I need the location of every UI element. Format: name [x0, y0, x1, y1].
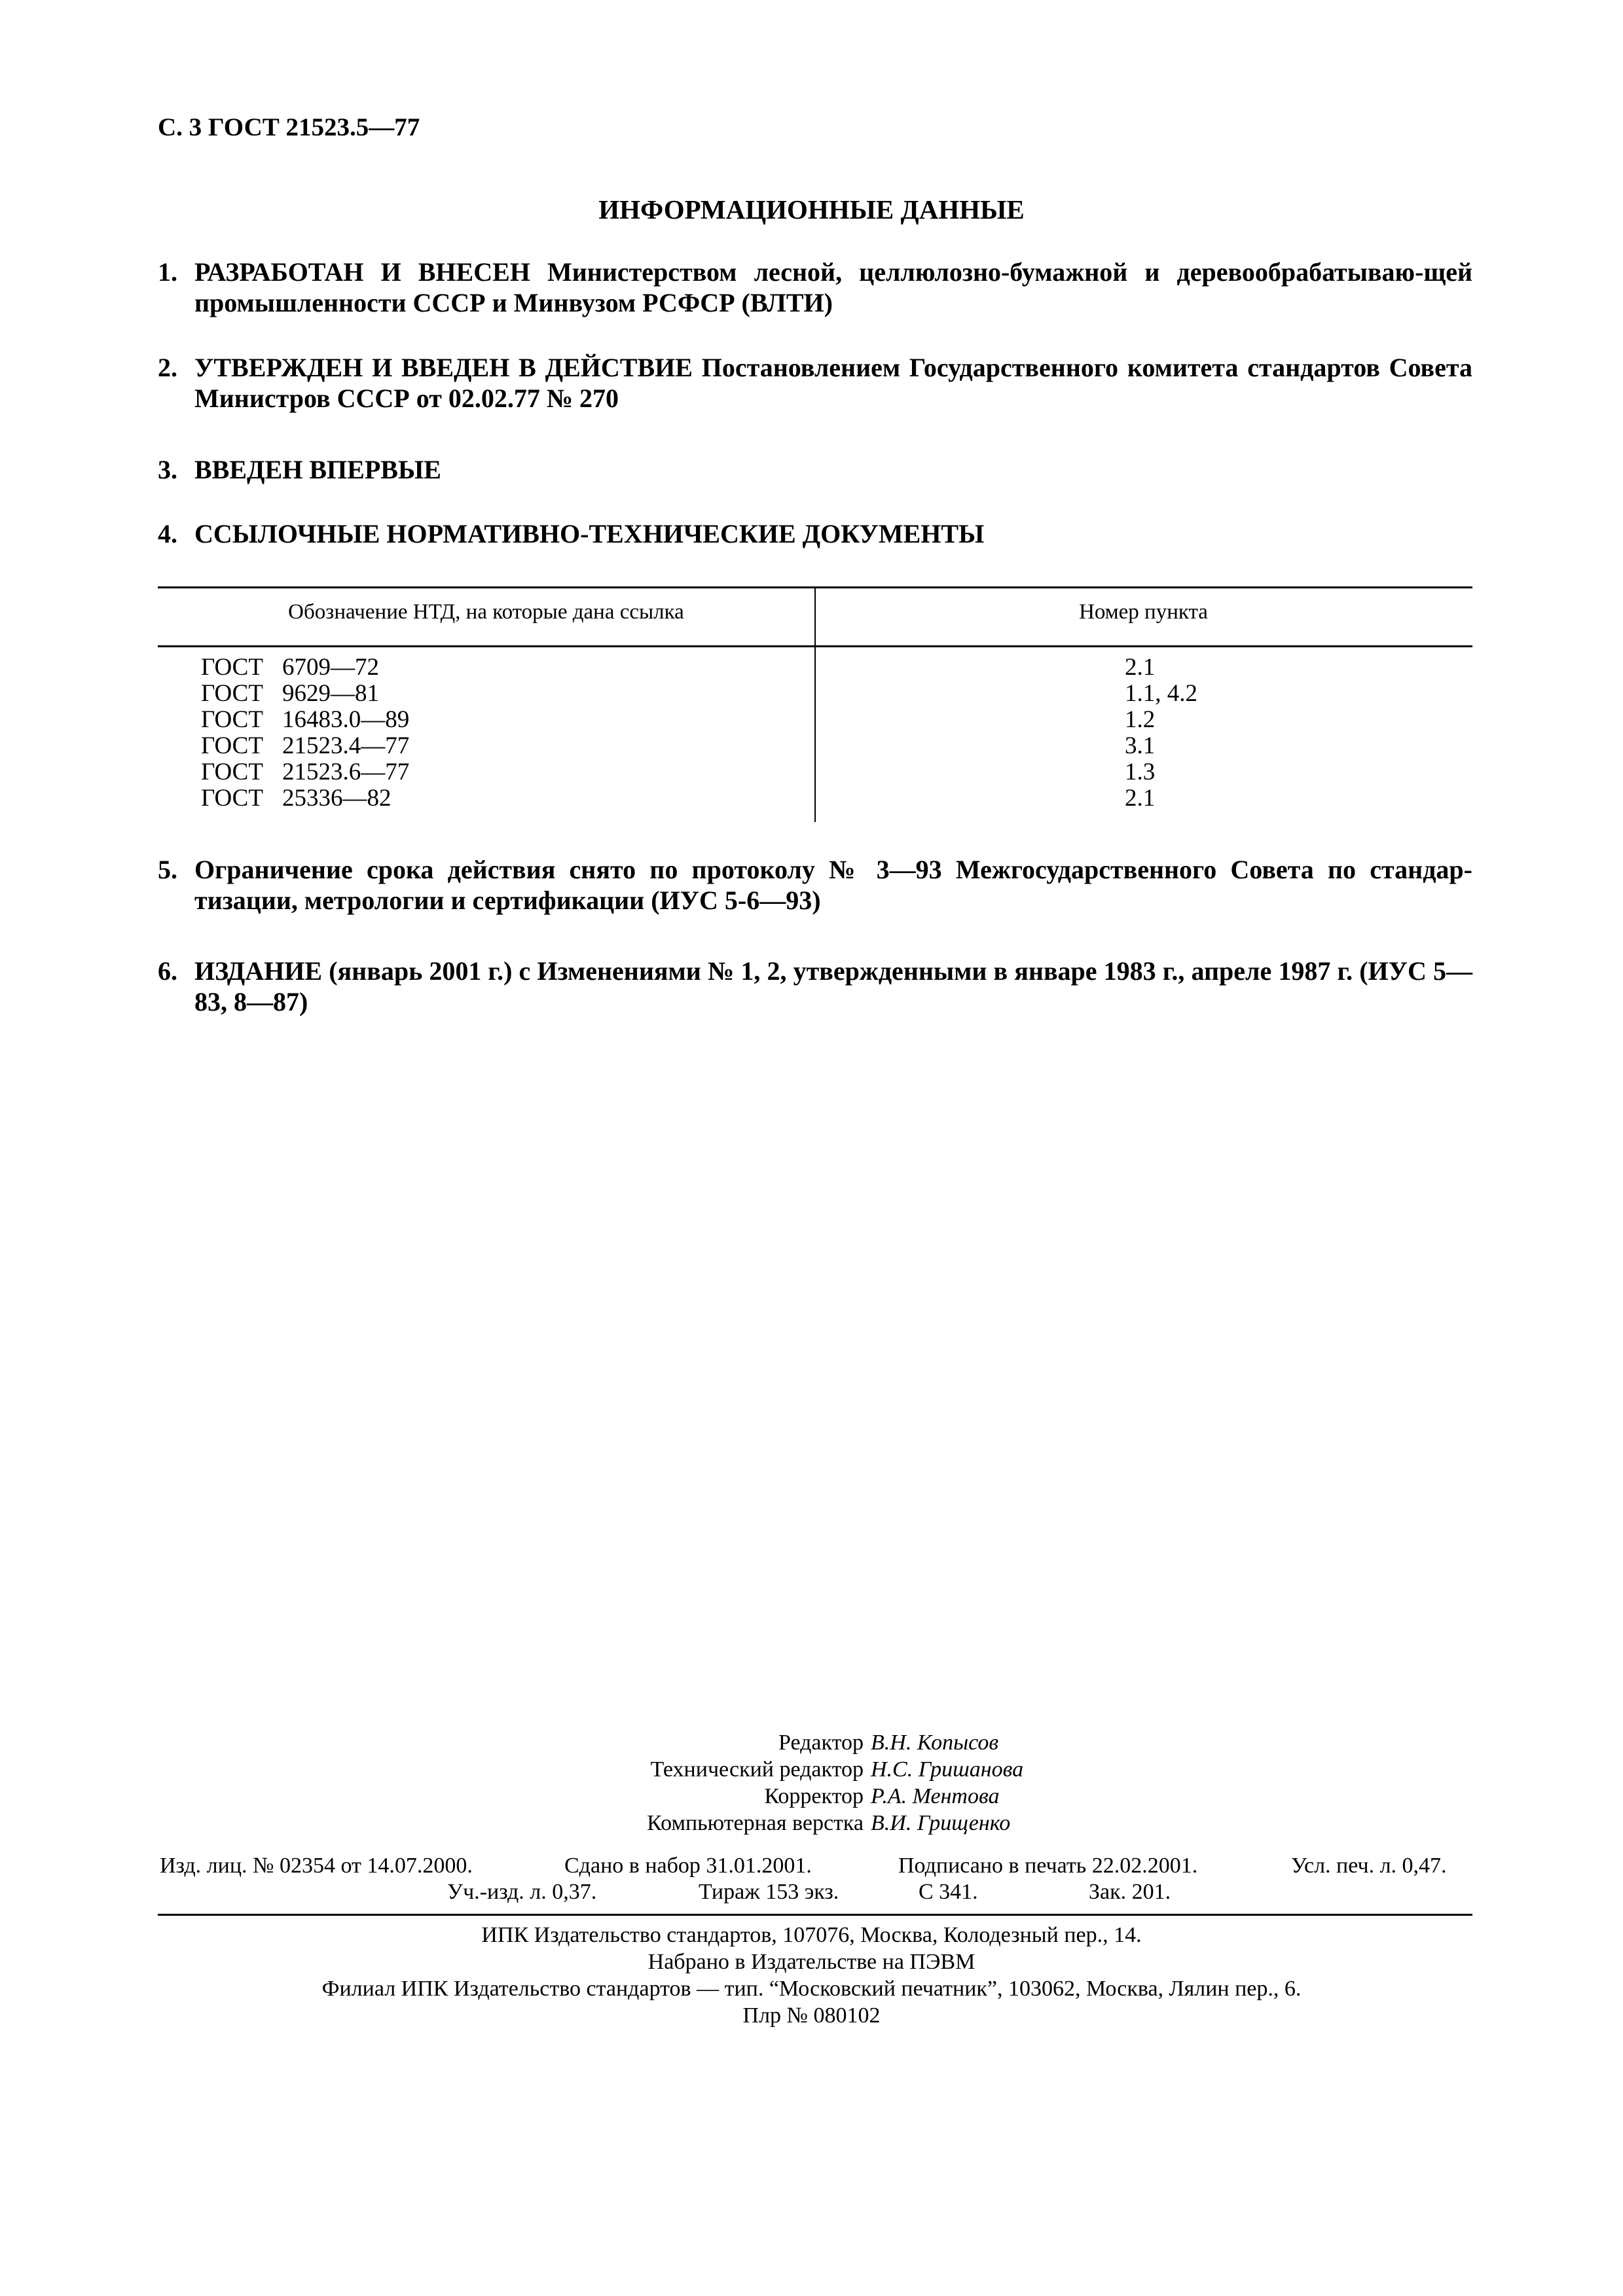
list-item-1 — [158, 257, 1472, 318]
item-text: УТВЕРЖДЕН И ВВЕДЕН В ДЕЙСТВИЕ Постановлением Государственного комитета стандартов Совета Министров СССР от 02.02.77 № 270 — [194, 353, 1472, 413]
credits-block — [0, 1729, 1623, 1837]
item-number: 6. — [158, 956, 177, 986]
credit-label: Корректор — [764, 1784, 864, 1808]
section-title: ИНФОРМАЦИОННЫЕ ДАННЫЕ — [598, 194, 1025, 224]
item-number: 5. — [158, 855, 177, 884]
imprint-typeset: Сдано в набор 31.01.2001. — [564, 1854, 812, 1878]
table-row: ГОСТ 16483.0—89 — [201, 706, 410, 733]
table-header-document: Обозначение НТД, на которые дана ссылка — [288, 600, 684, 624]
publisher-block — [0, 1922, 1623, 2029]
table-row: ГОСТ 25336—82 — [201, 785, 392, 812]
publisher-line: ИПК Издательство стандартов, 107076, Москва, Колодезный пер., 14. — [481, 1923, 1142, 1947]
publisher-line: Филиал ИПК Издательство стандартов — тип. “Московский печатник”, 103062, Москва, Лялин пер., 6. — [321, 1977, 1302, 2001]
credit-name: Р.А. Ментова — [871, 1784, 1000, 1808]
table-row: ГОСТ 21523.6—77 — [201, 759, 410, 785]
credit-proofreader — [0, 1783, 1623, 1810]
imprint-order: Зак. 201. — [1089, 1880, 1171, 1904]
page-header: С. 3 ГОСТ 21523.5—77 — [158, 113, 420, 141]
credit-editor — [0, 1729, 1623, 1756]
table-row: ГОСТ 21523.4—77 — [201, 732, 410, 759]
list-item-6 — [158, 956, 1472, 1017]
imprint-rule — [158, 1914, 1472, 1916]
table-cell-clause: 3.1 — [1125, 732, 1156, 759]
imprint-c: С 341. — [919, 1880, 978, 1904]
list-item-2 — [158, 352, 1472, 414]
table-row: ГОСТ 6709—72 — [201, 654, 379, 681]
publisher-line: Набрано в Издательстве на ПЭВМ — [647, 1950, 976, 1974]
credit-name: В.Н. Копысов — [871, 1731, 999, 1755]
credit-tech-editor — [0, 1756, 1623, 1783]
item-text: ИЗДАНИЕ (январь 2001 г.) с Изменениями № 1, 2, утвержденными в январе 1983 г., апреле 1987 г. (ИУС 5—83, 8—87) — [194, 956, 1472, 1016]
item-number: 1. — [158, 257, 177, 287]
list-item-5 — [158, 854, 1472, 916]
table-column-documents — [201, 655, 409, 812]
table-cell-clause: 2.1 — [1125, 654, 1156, 681]
item-number: 2. — [158, 353, 177, 382]
table-cell-clause: 1.1, 4.2 — [1125, 680, 1197, 707]
imprint-print-sheets: Усл. печ. л. 0,47. — [1291, 1854, 1447, 1878]
credit-name: Н.С. Гришанова — [871, 1757, 1024, 1782]
item-text: ССЫЛОЧНЫЕ НОРМАТИВНО-ТЕХНИЧЕСКИЕ ДОКУМЕНТЫ — [194, 519, 985, 548]
item-text: Ограничение срока действия снято по протоколу № 3—93 Межгосударственного Совета по стандар-тизации, метрологии и сертификации (ИУС 5-6—93) — [194, 855, 1472, 915]
list-item-3 — [158, 454, 1472, 485]
table-header-clause: Номер пункта — [1079, 600, 1208, 624]
credit-label: Редактор — [778, 1731, 864, 1755]
imprint-edition-sheets: Уч.-изд. л. 0,37. — [447, 1880, 597, 1904]
publisher-line: Плр № 080102 — [742, 2003, 881, 2028]
credit-layout — [0, 1810, 1623, 1837]
list-item-4 — [158, 518, 1472, 549]
credit-label: Компьютерная верстка — [647, 1811, 864, 1835]
item-number: 3. — [158, 455, 177, 484]
table-row: ГОСТ 9629—81 — [201, 680, 379, 707]
item-number: 4. — [158, 519, 177, 548]
table-column-clauses — [1125, 655, 1197, 812]
imprint-license: Изд. лиц. № 02354 от 14.07.2000. — [160, 1854, 473, 1878]
item-text: ВВЕДЕН ВПЕРВЫЕ — [194, 455, 441, 484]
imprint-signed: Подписано в печать 22.02.2001. — [898, 1854, 1198, 1878]
item-text: РАЗРАБОТАН И ВНЕСЕН Министерством лесной, целлюлозно-бумажной и деревообрабатываю-щей промышленности СССР и Минвузом РСФСР (ВЛТИ) — [194, 257, 1472, 317]
table-cell-clause: 1.3 — [1125, 759, 1156, 785]
table-cell-clause: 2.1 — [1125, 785, 1156, 812]
table-cell-clause: 1.2 — [1125, 706, 1156, 733]
credit-label: Технический редактор — [650, 1757, 864, 1782]
imprint-run: Тираж 153 экз. — [699, 1880, 839, 1904]
credit-name: В.И. Грищенко — [871, 1811, 1011, 1835]
